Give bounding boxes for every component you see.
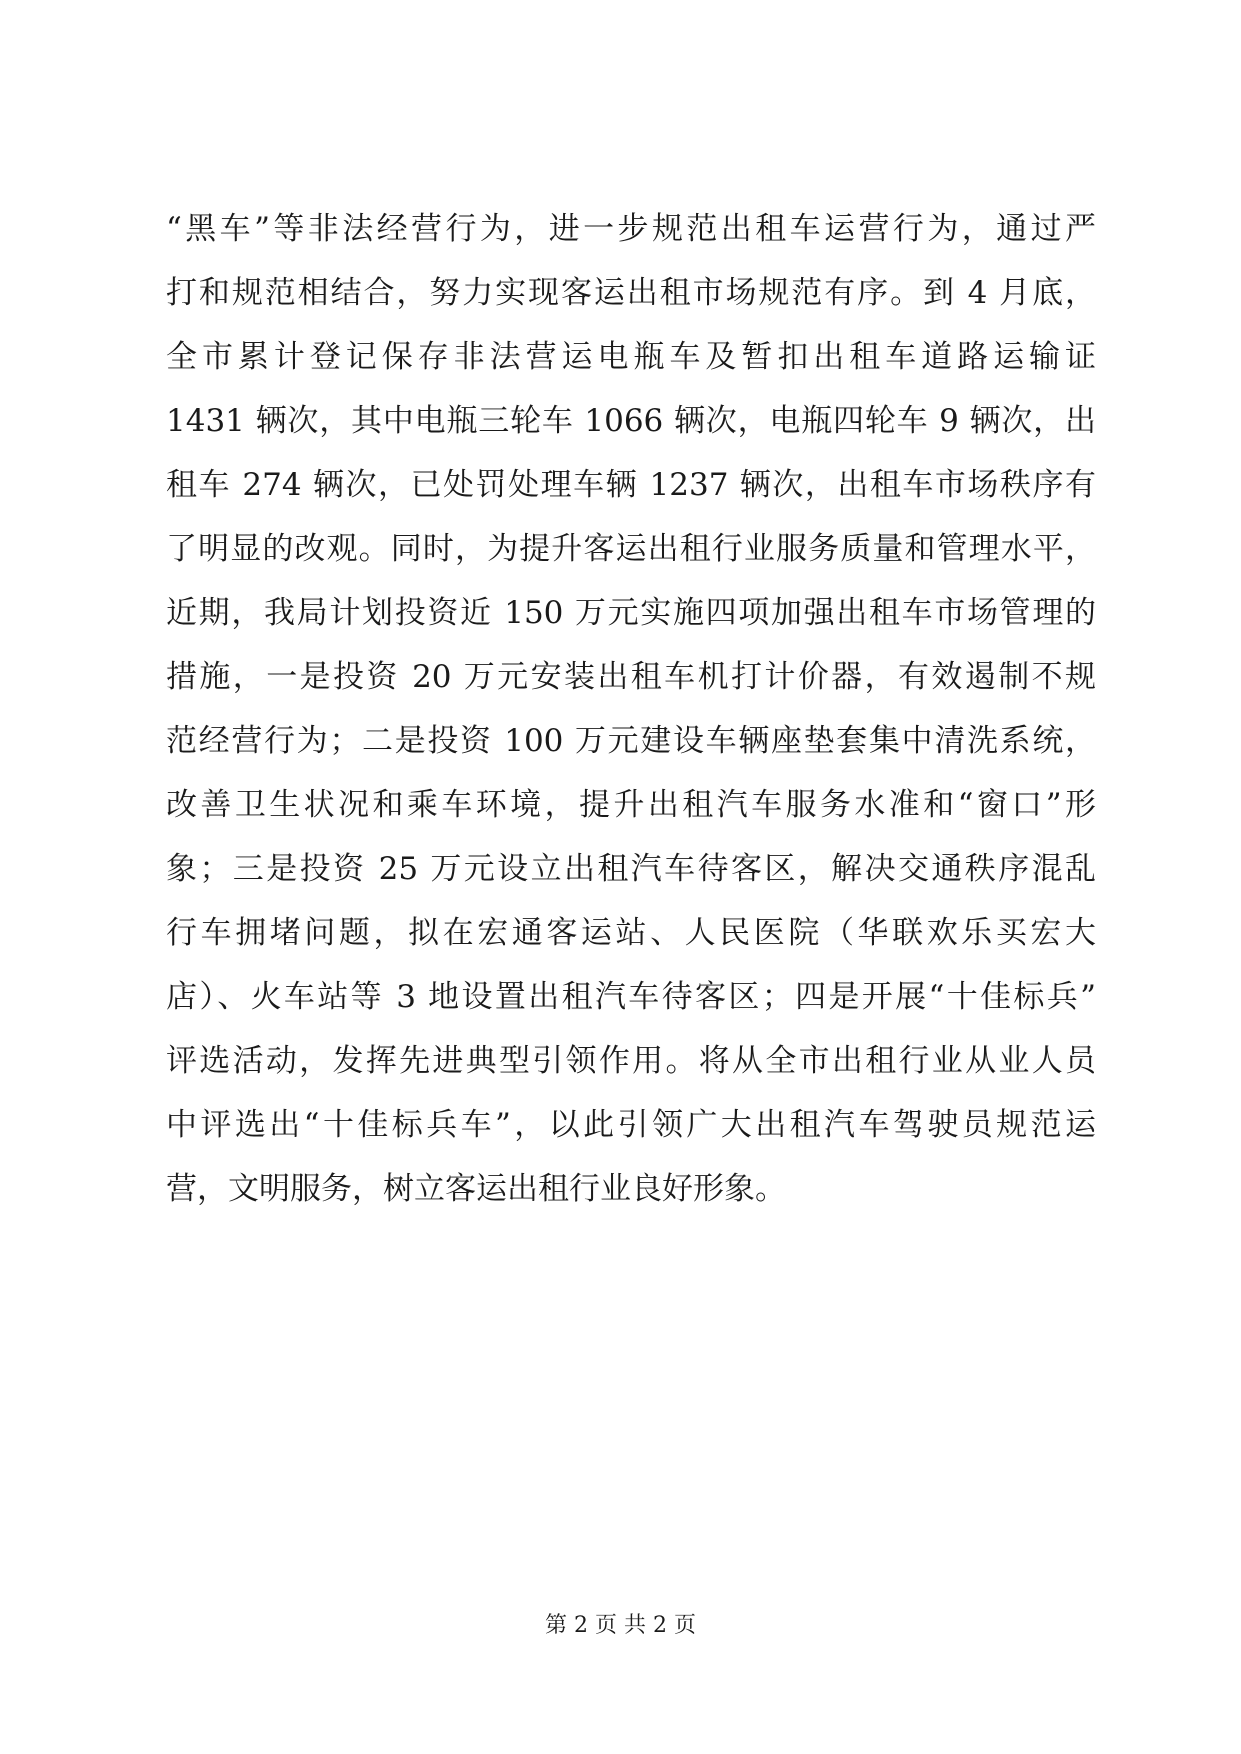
page-number-footer: 第 2 页 共 2 页 (545, 1613, 696, 1638)
text-line: 全市累计登记保存非法营运电瓶车及暂扣出租车道路运输证 (166, 339, 1096, 375)
body-paragraph (166, 197, 1096, 1221)
text-line: 营，文明服务，树立客运出租行业良好形象。 (166, 1171, 786, 1207)
text-line: 1431 辆次，其中电瓶三轮车 1066 辆次，电瓶四轮车 9 辆次，出 (166, 403, 1096, 439)
text-line: 象；三是投资 25 万元设立出租汽车待客区，解决交通秩序混乱 (166, 851, 1096, 887)
text-line: 了明显的改观。同时，为提升客运出租行业服务质量和管理水平， (166, 531, 1096, 567)
text-line: 改善卫生状况和乘车环境，提升出租汽车服务水准和“窗口”形 (166, 787, 1096, 823)
text-line: 中评选出“十佳标兵车”，以此引领广大出租汽车驾驶员规范运 (166, 1107, 1096, 1143)
text-line: 租车 274 辆次，已处罚处理车辆 1237 辆次，出租车市场秩序有 (166, 467, 1096, 503)
text-line: 打和规范相结合，努力实现客运出租市场规范有序。到 4 月底， (166, 275, 1096, 311)
text-line: 措施，一是投资 20 万元安装出租车机打计价器，有效遏制不规 (166, 659, 1096, 695)
text-line: 范经营行为；二是投资 100 万元建设车辆座垫套集中清洗系统， (166, 723, 1096, 759)
text-line: 评选活动，发挥先进典型引领作用。将从全市出租行业从业人员 (166, 1043, 1096, 1079)
text-line: 行车拥堵问题，拟在宏通客运站、人民医院（华联欢乐买宏大 (166, 915, 1096, 951)
text-line: “黑车”等非法经营行为，进一步规范出租车运营行为，通过严 (166, 211, 1096, 247)
text-line: 近期，我局计划投资近 150 万元实施四项加强出租车市场管理的 (166, 595, 1096, 631)
text-line: 店）、火车站等 3 地设置出租汽车待客区；四是开展“十佳标兵” (166, 979, 1096, 1015)
